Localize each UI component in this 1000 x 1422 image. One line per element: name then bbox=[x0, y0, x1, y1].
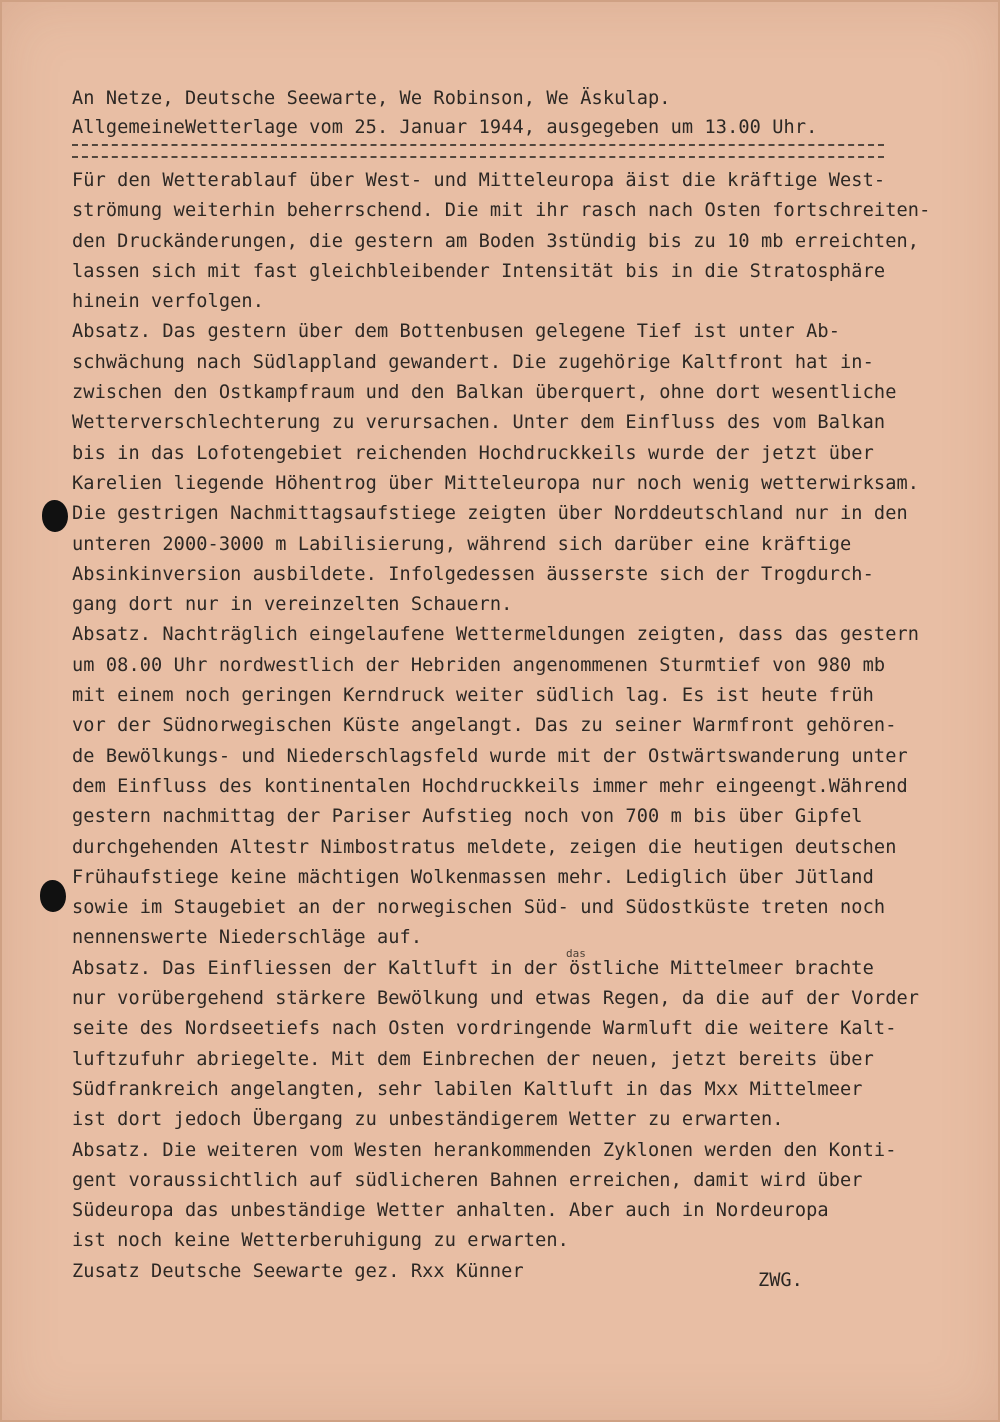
body-line: ist noch keine Wetterberuhigung zu erwarten. bbox=[72, 1230, 569, 1252]
body-line: Die gestrigen Nachmittagsaufstiege zeigten über Norddeutschland nur in den bbox=[72, 503, 908, 525]
body-line: Absatz. Die weiteren vom Westen herankommenden Zyklonen werden den Konti- bbox=[72, 1139, 897, 1161]
body-line: Frühaufstiege keine mächtigen Wolkenmassen mehr. Lediglich über Jütland bbox=[72, 866, 874, 888]
body-line: Absatz. Das Einfliessen der Kaltluft in der östliche Mittelmeer brachte bbox=[72, 957, 874, 979]
document-body bbox=[72, 166, 992, 1287]
body-line: nur vorübergehend stärkere Bewölkung und etwas Regen, da die auf der Vorder bbox=[72, 988, 920, 1010]
body-line: seite des Nordseetiefs nach Osten vordringende Warmluft die weitere Kalt- bbox=[72, 1018, 897, 1040]
body-line: Für den Wetterablauf über West- und Mitteleuropa äist die kräftige West- bbox=[72, 170, 886, 191]
body-line: hinein verfolgen. bbox=[72, 291, 265, 313]
handwritten-correction: das bbox=[566, 947, 586, 960]
body-line: ist dort jedoch Übergang zu unbeständigerem Wetter zu erwarten. bbox=[72, 1109, 784, 1131]
body-line: unteren 2000-3000 m Labilisierung, während sich darüber eine kräftige bbox=[72, 533, 852, 555]
body-line: vor der Südnorwegischen Küste angelangt. Das zu seiner Warmfront gehören- bbox=[72, 715, 897, 737]
signature-code: ZWG. bbox=[758, 1270, 803, 1291]
body-line: Wetterverschlechterung zu verursachen. Unter dem Einfluss des vom Balkan bbox=[72, 412, 886, 434]
body-line: Südeuropa das unbeständige Wetter anhalten. Aber auch in Nordeuropa bbox=[72, 1200, 829, 1222]
punch-hole bbox=[42, 500, 68, 532]
body-line: strömung weiterhin beherrschend. Die mit ihr rasch nach Osten fortschreiten- bbox=[72, 200, 931, 222]
body-line: den Druckänderungen, die gestern am Boden 3stündig bis zu 10 mb erreichten, bbox=[72, 230, 920, 252]
recipients-line: An Netze, Deutsche Seewarte, We Robinson, We Äskulap. bbox=[72, 88, 671, 109]
body-line: Zusatz Deutsche Seewarte gez. Rxx Künner bbox=[72, 1260, 524, 1282]
body-line: gent voraussichtlich auf südlicheren Bahnen erreichen, damit wird über bbox=[72, 1169, 863, 1191]
body-line: dem Einfluss des kontinentalen Hochdruckkeils immer mehr eingeengt.Während bbox=[72, 775, 908, 797]
document-header bbox=[72, 84, 992, 142]
body-line: Absatz. Das gestern über dem Bottenbusen gelegene Tief ist unter Ab- bbox=[72, 321, 841, 343]
typewritten-text bbox=[72, 84, 992, 1287]
body-line: luftzufuhr abriegelte. Mit dem Einbrechen der neuen, jetzt bereits über bbox=[72, 1048, 874, 1070]
body-line: sowie im Staugebiet an der norwegischen Süd- und Südostküste treten noch bbox=[72, 897, 886, 919]
body-line: Absinkinversion ausbildete. Infolgedessen äusserste sich der Trogdurch- bbox=[72, 563, 874, 585]
body-line: schwächung nach Südlappland gewandert. Die zugehörige Kaltfront hat in- bbox=[72, 351, 874, 373]
double-rule-divider bbox=[72, 144, 884, 158]
body-line: mit einem noch geringen Kerndruck weiter südlich lag. Es ist heute früh bbox=[72, 685, 874, 707]
body-line: Südfrankreich angelangten, sehr labilen Kaltluft in das Mxx Mittelmeer bbox=[72, 1078, 863, 1100]
body-line: durchgehenden Altestr Nimbostratus meldete, zeigen die heutigen deutschen bbox=[72, 836, 897, 858]
body-line: Absatz. Nachträglich eingelaufene Wettermeldungen zeigten, dass das gestern bbox=[72, 624, 920, 646]
punch-hole bbox=[40, 880, 66, 912]
body-line: um 08.00 Uhr nordwestlich der Hebriden angenommenen Sturmtief von 980 mb bbox=[72, 654, 886, 676]
body-line: gestern nachmittag der Pariser Aufstieg noch von 700 m bis über Gipfel bbox=[72, 806, 863, 828]
body-line: bis in das Lofotengebiet reichenden Hochdruckkeils wurde der jetzt über bbox=[72, 442, 874, 464]
body-line: de Bewölkungs- und Niederschlagsfeld wurde mit der Ostwärtswanderung unter bbox=[72, 745, 908, 767]
document-title: AllgemeineWetterlage vom 25. Januar 1944, ausgegeben um 13.00 Uhr. bbox=[72, 117, 818, 138]
body-line: Karelien liegende Höhentrog über Mitteleuropa nur noch wenig wetterwirksam. bbox=[72, 472, 920, 494]
body-line: nennenswerte Niederschläge auf. bbox=[72, 927, 423, 949]
body-line: lassen sich mit fast gleichbleibender Intensität bis in die Stratosphäre bbox=[72, 260, 886, 282]
body-line: gang dort nur in vereinzelten Schauern. bbox=[72, 594, 513, 616]
body-line: zwischen den Ostkampfraum und den Balkan überquert, ohne dort wesentliche bbox=[72, 382, 897, 404]
